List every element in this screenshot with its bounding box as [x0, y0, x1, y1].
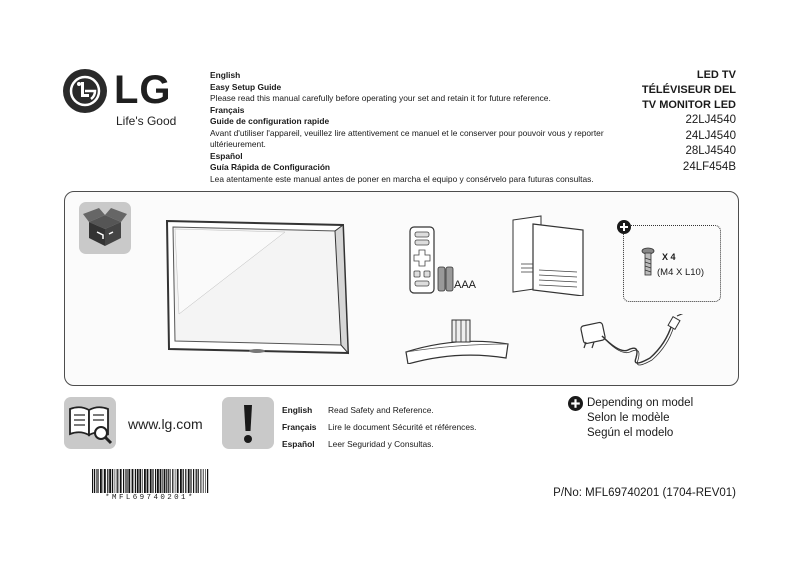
barcode-bar	[117, 469, 118, 493]
barcode-bar	[196, 469, 197, 493]
safety-row	[282, 402, 477, 419]
model-number: 24LJ4540	[685, 129, 736, 142]
barcode-bar	[198, 469, 199, 493]
warning-badge	[222, 397, 274, 449]
barcode-bar	[147, 469, 149, 493]
brand-name: LG	[114, 68, 172, 112]
barcode-bar	[123, 469, 124, 493]
barcode-bar	[135, 469, 136, 493]
package-contents	[64, 191, 739, 386]
language-name: Español	[210, 150, 243, 161]
product-type: LED TV	[696, 69, 736, 81]
barcode-bar	[175, 469, 176, 493]
barcode-bar	[152, 469, 153, 493]
tv-icon	[165, 219, 351, 357]
barcode-bar	[183, 469, 184, 493]
guide-description: Please read this manual carefully before operating your set and retain it for future reference.	[210, 93, 551, 103]
safety-text: Leer Seguridad y Consultas.	[328, 439, 434, 449]
barcode-bar	[126, 469, 127, 493]
barcode-bar	[125, 469, 126, 493]
barcode-bar	[116, 469, 117, 493]
guide-description: Lea atentamente este manual antes de poner en marcha el equipo y consérvelo para futuras consultas.	[210, 173, 594, 184]
barcode-bar	[128, 469, 130, 493]
barcode-bar	[144, 469, 146, 493]
exclamation-icon	[222, 397, 274, 449]
barcode-bar	[150, 469, 152, 493]
screw-icon	[641, 247, 655, 277]
screws-optional	[623, 225, 721, 302]
barcode-bar	[97, 469, 98, 493]
box-badge	[79, 202, 131, 254]
barcode-bar	[180, 469, 182, 493]
book-search-icon	[64, 397, 116, 449]
safety-text: Lire le document Sécurité et références.	[328, 422, 477, 432]
barcode-bar	[177, 469, 179, 493]
barcode-bar	[96, 469, 97, 493]
screw-count: X 4	[662, 252, 676, 262]
barcode-bar	[114, 469, 115, 493]
brand-tagline: Life's Good	[116, 114, 177, 128]
barcode-bar	[137, 469, 139, 493]
barcode-bar	[107, 469, 108, 493]
safety-language: Español	[282, 439, 315, 449]
safety-notes	[282, 402, 477, 453]
language-intro	[210, 70, 640, 185]
guide-title: Guía Rápida de Configuración	[210, 162, 331, 172]
note-spanish: Según el modelo	[587, 426, 674, 439]
language-name: English	[210, 70, 241, 80]
power-adapter-icon	[580, 314, 688, 370]
manual-badge	[64, 397, 116, 449]
barcode-bar	[104, 469, 106, 493]
language-name: Français	[210, 104, 245, 115]
barcode-bar	[155, 469, 156, 493]
barcode-bar	[207, 469, 208, 493]
barcode-bar	[112, 469, 113, 493]
barcode-bar	[164, 469, 166, 493]
depending-on-model-note	[568, 396, 693, 440]
note-english: Depending on model	[587, 397, 694, 410]
barcode-bar	[168, 469, 169, 493]
manuals-icon	[511, 214, 591, 296]
guide-title: Easy Setup Guide	[210, 81, 282, 92]
safety-text: Read Safety and Reference.	[328, 405, 434, 415]
barcode-text: *MFL69740201*	[105, 494, 195, 502]
barcode-bar	[193, 469, 194, 493]
barcode-bar	[109, 469, 111, 493]
barcode-bar	[142, 469, 143, 493]
barcode-bar	[190, 469, 191, 493]
barcode-bar	[139, 469, 141, 493]
model-number: 22LJ4540	[685, 114, 736, 126]
plus-icon	[568, 396, 583, 411]
barcode-bar	[185, 469, 186, 493]
barcode-bar	[160, 469, 162, 493]
barcode-bar	[200, 469, 201, 493]
barcode-bar	[172, 469, 173, 493]
barcode-bar	[92, 469, 93, 493]
model-number: 28LJ4540	[685, 145, 736, 157]
guide-title: Guide de configuration rapide	[210, 116, 330, 126]
lg-face-icon	[62, 68, 108, 114]
barcode-bar	[103, 469, 104, 493]
barcode-bar	[100, 469, 102, 493]
lg-logo	[62, 68, 182, 128]
part-number: P/No: MFL69740201 (1704-REV01)	[553, 487, 736, 499]
model-number: 24LF454B	[682, 160, 736, 173]
barcode-bar	[162, 469, 163, 493]
note-french: Selon le modèle	[587, 412, 670, 424]
product-type: TÉLÉVISEUR DEL	[641, 84, 736, 96]
open-box-icon	[79, 202, 131, 254]
website-link[interactable]: www.lg.com	[128, 416, 203, 432]
barcode-bar	[166, 469, 167, 493]
barcode-bar	[170, 469, 171, 493]
safety-language: English	[282, 405, 313, 415]
product-type: TV MONITOR LED	[642, 99, 736, 111]
barcode-bar	[94, 469, 95, 493]
stand-icon	[402, 314, 512, 364]
barcode-bar	[188, 469, 190, 493]
barcode-bar	[132, 469, 134, 493]
barcode-bar	[203, 469, 204, 493]
barcode-bar	[202, 469, 203, 493]
safety-language: Français	[282, 422, 317, 432]
barcode-bar	[120, 469, 122, 493]
guide-description: Avant d'utiliser l'appareil, veuillez lire attentivement ce manuel et le conserver pour pouvoir vous y reporter ultérieurement.	[210, 127, 604, 149]
safety-row	[282, 436, 477, 453]
safety-row	[282, 419, 477, 436]
optional-plus-icon	[617, 220, 631, 234]
model-list	[642, 68, 736, 175]
barcode-bar	[157, 469, 159, 493]
screw-size: (M4 X L10)	[657, 267, 704, 278]
battery-label: AAA	[454, 279, 477, 291]
barcode-bar	[205, 469, 206, 493]
